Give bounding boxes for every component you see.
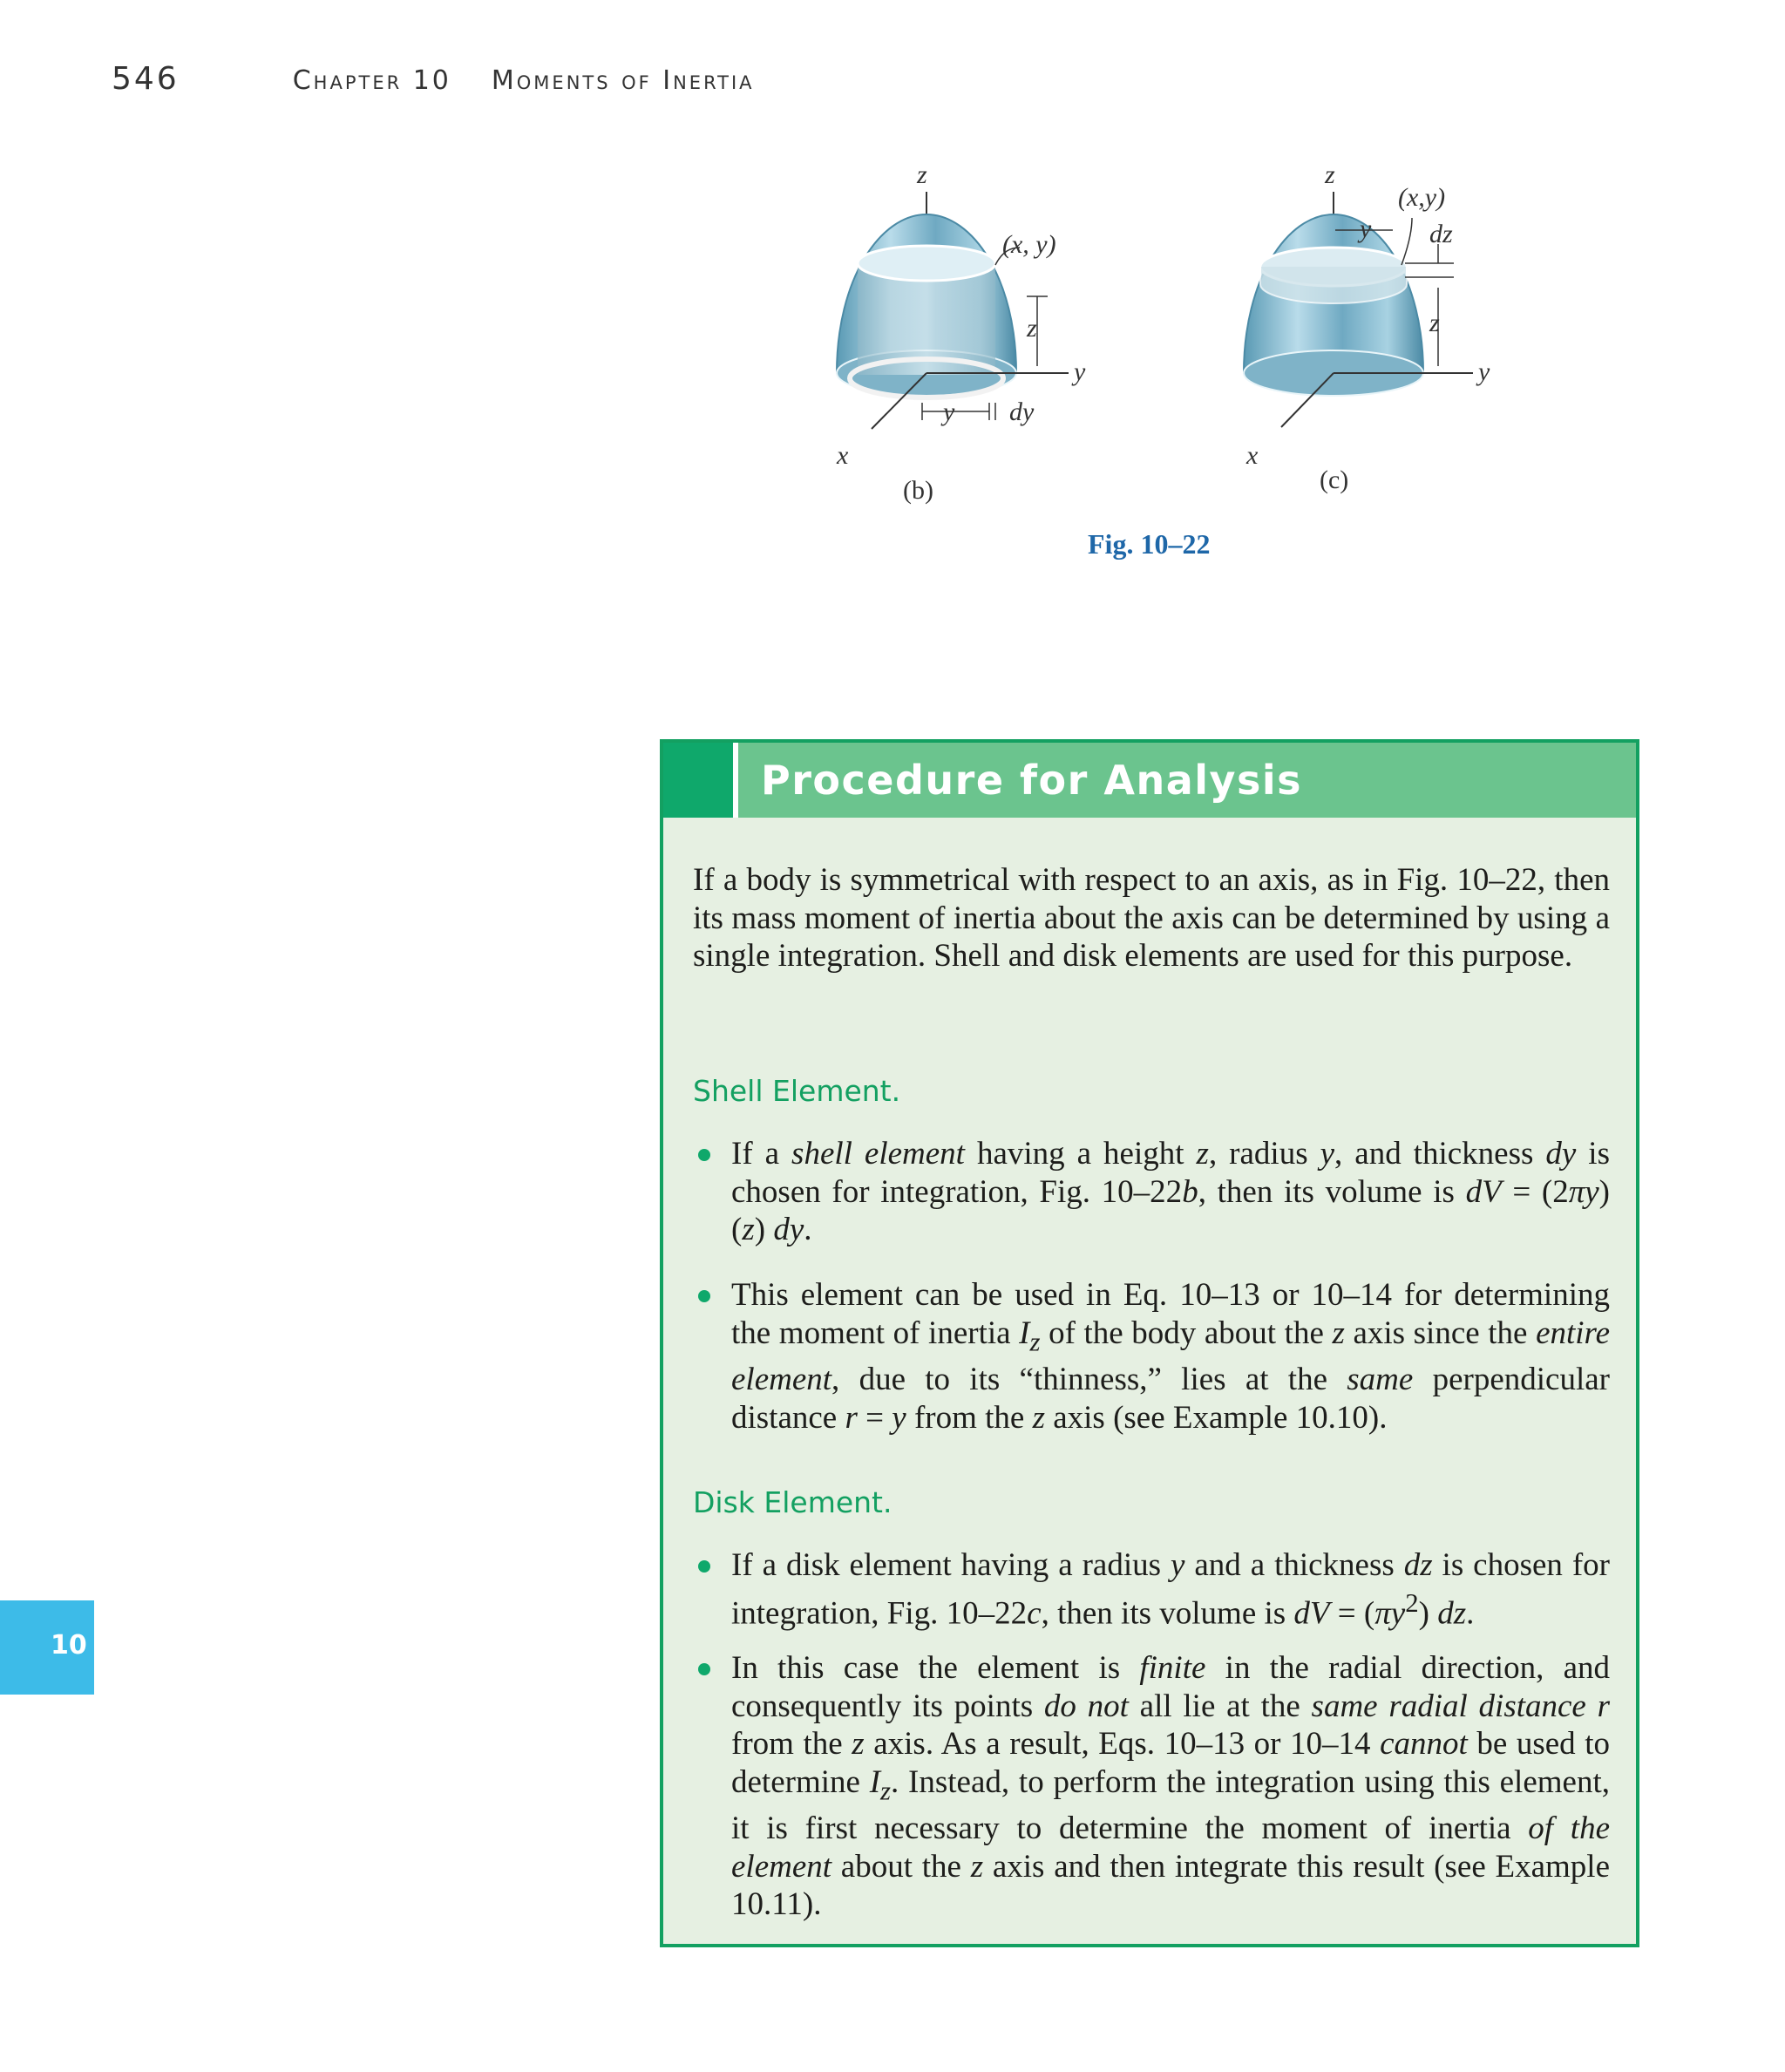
running-header — [112, 61, 755, 105]
panel-b-dy-label: dy — [1009, 397, 1035, 426]
procedure-box — [660, 739, 1639, 1947]
panel-b-drawing — [837, 192, 1069, 429]
bullet-dot — [698, 1149, 710, 1161]
procedure-header — [663, 743, 1636, 818]
panel-c-radius-label: y — [1360, 214, 1372, 243]
panel-c-dz-label: dz — [1429, 220, 1453, 248]
panel-b-radius-label: y — [943, 397, 955, 426]
panel-b-z-label: z — [917, 160, 927, 189]
panel-b-x-label: x — [837, 441, 849, 470]
panel-c-point-leader — [1402, 218, 1412, 265]
panel-b-caption: (b) — [903, 476, 933, 505]
bullet-dot — [698, 1290, 710, 1302]
chapter-tab — [0, 1600, 94, 1695]
panel-c-caption: (c) — [1320, 465, 1349, 494]
panel-b-y-label: y — [1074, 357, 1086, 386]
figure-caption: Fig. 10–22 — [1088, 528, 1211, 560]
disk-element-heading: Disk Element. — [693, 1485, 892, 1519]
panel-b-height-label: z — [1027, 314, 1037, 343]
figure-10-22 — [802, 157, 1499, 567]
procedure-intro: If a body is symmetrical with respect to an axis, as in Fig. 10–22, then its mass moment of inertia about the axis can be determined by using a single integration. Shell and disk elements are used for this purpose. — [693, 862, 1610, 974]
shell-bullet-2: This element can be used in Eq. 10–13 or 10–14 for determining the moment of inertia $I_z$ of the body about the z axis since the entire element, due to its “thinness,” lies at the same perpendicular distance r = y from the z axis (see Example 10.10). — [693, 1276, 1610, 1437]
figure-drawing — [802, 157, 1499, 567]
panel-c-height-label: z — [1429, 309, 1440, 337]
panel-c-z-label: z — [1325, 160, 1335, 189]
chapter-tab-number: 10 — [51, 1630, 87, 1661]
bullet-dot — [698, 1560, 710, 1573]
disk-bullet-1: If a disk element having a radius y and a thickness dz is chosen for integration, Fig. 10–22c, then its volume is dV = $(\pi y^2)$ dz. — [693, 1546, 1610, 1632]
shell-bullet-1: If a shell element having a height z, radius y, and thickness dy is chosen for integration, Fig. 10–22b, then its volume is dV = (2πy)(z) dy. — [693, 1135, 1610, 1249]
bullet-dot — [698, 1663, 710, 1675]
page-number: 546 — [112, 61, 180, 97]
disk-bullet-2: In this case the element is finite in the radial direction, and consequently its points do not all lie at the same radial distance r from the z axis. As a result, Eqs. 10–13 or 10–14 cannot be used to determine $I_z$. Instead, to perform the integration using this element, it is first necessary to determine the moment of inertia of the element about the z axis and then integrate this result (see Example 10.11). — [693, 1649, 1610, 1924]
panel-b-point-label: (x, y) — [1002, 230, 1056, 259]
panel-c-x-label: x — [1246, 441, 1259, 470]
chapter-title: Moments of Inertia — [491, 65, 755, 96]
chapter-label: Chapter 10 — [292, 65, 451, 96]
panel-c-disk-side — [1260, 267, 1407, 303]
header-tab — [663, 743, 738, 818]
procedure-title: Procedure for Analysis — [761, 757, 1303, 804]
panel-c-point-label: (x,y) — [1398, 183, 1446, 212]
panel-c-y-label: y — [1478, 357, 1490, 386]
panel-b-shell-top — [858, 246, 995, 281]
shell-element-heading: Shell Element. — [693, 1074, 901, 1108]
